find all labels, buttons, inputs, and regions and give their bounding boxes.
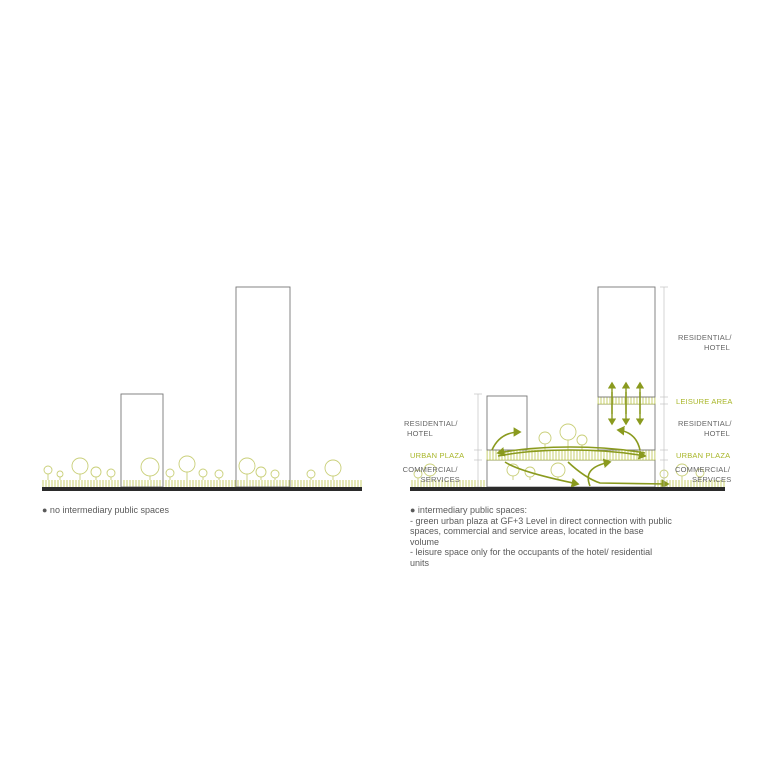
tree-crown	[325, 460, 341, 476]
right-short-building	[487, 396, 527, 450]
left-note-text: ● no intermediary public spaces	[42, 505, 169, 515]
left-note	[42, 505, 342, 516]
left-grass-strip	[42, 480, 362, 487]
tree-crown	[256, 467, 266, 477]
tree-crown	[271, 470, 279, 478]
label-right-urban-plaza: URBAN PLAZA	[676, 451, 731, 460]
tree-crown	[539, 432, 551, 444]
tree-crown	[107, 469, 115, 477]
tree-crown	[166, 469, 174, 477]
label-right-commercial-2: SERVICES	[692, 475, 732, 484]
label-right-residential-top-1: RESIDENTIAL/	[678, 333, 732, 342]
label-right-residential-mid-2: HOTEL	[704, 429, 731, 438]
svg-text:RESIDENTIAL/ HOTEL	[678, 333, 734, 352]
svg-text:RESIDENTIAL/ HOTEL	[678, 419, 734, 438]
label-left-residential-2: HOTEL	[406, 429, 433, 438]
label-right-residential-mid-1: RESIDENTIAL/	[678, 419, 732, 428]
right-ground-line	[410, 487, 725, 491]
tree-crown	[179, 456, 195, 472]
right-panel	[403, 287, 734, 491]
left-panel	[42, 287, 362, 491]
tree-crown	[577, 435, 587, 445]
tree-crown	[551, 463, 565, 477]
tower-upper-volume	[598, 287, 655, 397]
tree-crown	[57, 471, 63, 477]
label-left-commercial-2: SERVICES	[420, 475, 460, 484]
tree-crown	[560, 424, 576, 440]
label-right-residential-top-2: HOTEL	[704, 343, 731, 352]
tree-crown	[72, 458, 88, 474]
left-ground-line	[42, 487, 362, 491]
left-tall-building	[236, 287, 290, 487]
tree-crown	[239, 458, 255, 474]
label-right-commercial-1: COMMERCIAL/	[675, 465, 731, 474]
tree-crown	[141, 458, 159, 476]
label-left-urban-plaza: URBAN PLAZA	[410, 451, 465, 460]
label-left-commercial-1: COMMERCIAL/	[402, 465, 458, 474]
tree-crown	[91, 467, 101, 477]
label-left-residential-1: RESIDENTIAL/	[404, 419, 458, 428]
right-note-line-2: - leisure space only for the occupants of the hotel/ residential units	[410, 547, 653, 568]
urban-plaza-band	[487, 450, 655, 460]
left-trees	[44, 456, 341, 480]
svg-text:RESIDENTIAL/ HOTEL	[404, 419, 460, 438]
right-note-line-1: - green urban plaza at GF+3 Level in direct connection with public spaces, commercial and service areas, located in the base volume	[410, 515, 672, 547]
tree-crown	[199, 469, 207, 477]
tree-crown	[44, 466, 52, 474]
tree-crown	[215, 470, 223, 478]
label-right-leisure-area: LEISURE AREA	[676, 397, 733, 406]
tree-crown	[307, 470, 315, 478]
right-note-heading: ● intermediary public spaces:	[410, 505, 527, 515]
right-note	[410, 505, 672, 568]
